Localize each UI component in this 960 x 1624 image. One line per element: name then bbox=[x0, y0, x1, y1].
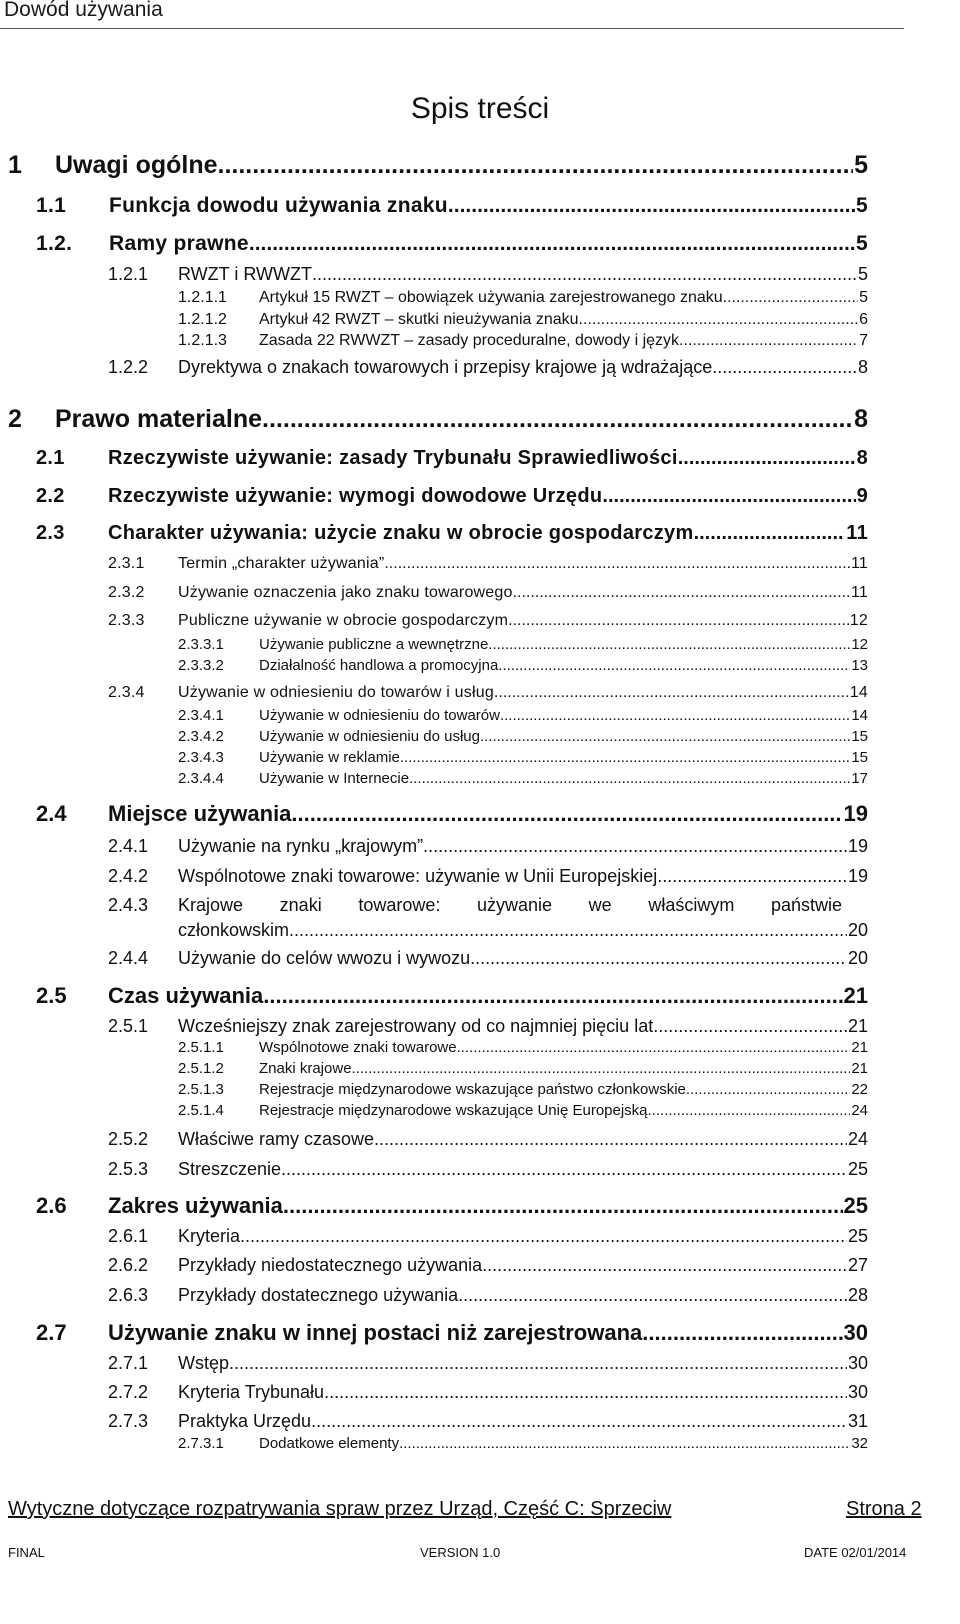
toc-entry-number: 2.3.4.2 bbox=[178, 728, 224, 745]
toc-leader-dots bbox=[229, 1353, 847, 1374]
toc-entry[interactable] bbox=[36, 801, 868, 827]
toc-leader-dots bbox=[488, 636, 850, 653]
toc-entry-number: 2.6.3 bbox=[108, 1285, 149, 1305]
toc-entry-number: 2.3.3.2 bbox=[178, 657, 224, 674]
toc-entry-title: Rzeczywiste używanie: wymogi dowodowe Urzędu bbox=[108, 485, 603, 507]
toc-leader-dots bbox=[400, 749, 850, 766]
toc-entry-number: 2.6.1 bbox=[108, 1226, 149, 1246]
toc-entry[interactable] bbox=[108, 357, 868, 378]
footer-document-title: Wytyczne dotyczące rozpatrywania spraw przez Urząd, Część C: Sprzeciw bbox=[8, 1498, 672, 1520]
toc-leader-dots bbox=[678, 447, 856, 470]
toc-leader-dots bbox=[500, 707, 850, 724]
toc-entry-number: 1.2.1 bbox=[108, 264, 149, 284]
toc-entry-title: RWZT i RWWZT bbox=[178, 264, 312, 284]
toc-leader-dots bbox=[352, 1060, 851, 1077]
toc-entry[interactable] bbox=[108, 1159, 868, 1180]
footer-status: FINAL bbox=[8, 1545, 45, 1560]
toc-entry-title: Właściwe ramy czasowe bbox=[178, 1129, 375, 1149]
toc-entry-title: Wstęp bbox=[178, 1353, 230, 1373]
toc-leader-dots bbox=[218, 151, 854, 180]
toc-leader-dots bbox=[374, 1129, 847, 1150]
toc-entry[interactable] bbox=[178, 707, 868, 724]
toc-entry-page: 21 bbox=[843, 983, 868, 1008]
toc-entry-number: 2 bbox=[8, 405, 22, 433]
toc-entry-title: Używanie w reklamie bbox=[259, 749, 400, 766]
toc-heading: Spis treści bbox=[410, 92, 550, 125]
toc-entry-title: Publiczne używanie w obrocie gospodarczym bbox=[178, 612, 509, 629]
toc-entry-page: 11 bbox=[846, 522, 868, 544]
toc-entry-page: 21 bbox=[851, 1060, 868, 1077]
toc-entry-page: 6 bbox=[859, 311, 868, 328]
toc-entry-title: Czas używania bbox=[108, 983, 264, 1008]
toc-entry-number: 2.5.1.2 bbox=[178, 1060, 224, 1077]
toc-entry-number: 2.7.2 bbox=[108, 1382, 149, 1402]
toc-entry-page: 30 bbox=[847, 1382, 868, 1402]
toc-entry-title: Termin „charakter używania” bbox=[178, 555, 385, 572]
toc-entry-page: 25 bbox=[843, 1193, 868, 1218]
header-divider bbox=[0, 28, 904, 29]
toc-entry-page: 7 bbox=[859, 332, 868, 349]
toc-entry-title: Funkcja dowodu używania znaku bbox=[109, 194, 448, 217]
toc-entry-title: Rzeczywiste używanie: zasady Trybunału Sprawiedliwości bbox=[108, 447, 678, 469]
toc-entry-title-line1: Krajowe znaki towarowe: używanie we właściwym państwie bbox=[178, 895, 842, 915]
toc-entry-title: Artykuł 15 RWZT – obowiązek używania zarejestrowanego znaku bbox=[259, 289, 723, 306]
toc-entry-title: Zakres używania bbox=[108, 1193, 283, 1218]
toc-entry[interactable] bbox=[8, 405, 868, 434]
toc-entry-page: 5 bbox=[859, 289, 868, 306]
toc-entry[interactable] bbox=[108, 1226, 868, 1247]
toc-entry-page: 24 bbox=[851, 1102, 868, 1119]
toc-entry-page: 27 bbox=[847, 1255, 868, 1275]
toc-entry-page: 31 bbox=[847, 1411, 868, 1431]
toc-leader-dots bbox=[480, 728, 850, 745]
toc-entry[interactable] bbox=[108, 264, 868, 285]
toc-entry-page: 20 bbox=[847, 948, 868, 968]
toc-entry-page: 22 bbox=[851, 1081, 868, 1098]
toc-entry[interactable] bbox=[108, 1285, 868, 1306]
toc-entry[interactable] bbox=[36, 522, 868, 545]
toc-entry-page: 11 bbox=[850, 555, 868, 572]
toc-entry[interactable] bbox=[36, 1320, 868, 1346]
toc-leader-dots bbox=[642, 1320, 842, 1346]
toc-entry-number: 1.2.2 bbox=[108, 357, 149, 377]
toc-entry-number: 2.5.1.4 bbox=[178, 1102, 224, 1119]
toc-entry-number: 2.5.1.3 bbox=[178, 1081, 224, 1098]
toc-entry[interactable] bbox=[178, 1060, 868, 1077]
toc-entry-number: 2.3.3.1 bbox=[178, 636, 224, 653]
toc-leader-dots bbox=[240, 1226, 847, 1247]
toc-entry-number: 2.3 bbox=[36, 522, 65, 544]
toc-entry-title: Używanie w odniesieniu do towarów bbox=[259, 707, 500, 724]
toc-entry[interactable] bbox=[108, 1129, 868, 1150]
toc-leader-dots bbox=[602, 485, 855, 508]
toc-leader-dots bbox=[648, 1102, 851, 1119]
toc-leader-dots bbox=[249, 232, 855, 256]
toc-entry-title: Używanie znaku w innej postaci niż zarejestrowana bbox=[108, 1320, 643, 1345]
toc-entry-number: 2.4.2 bbox=[108, 866, 149, 886]
toc-entry-title: Używanie oznaczenia jako znaku towarowego bbox=[178, 584, 513, 601]
toc-entry-page: 30 bbox=[847, 1353, 868, 1373]
toc-entry-title: Znaki krajowe bbox=[259, 1060, 352, 1077]
toc-leader-dots bbox=[494, 684, 849, 702]
toc-entry-title: Miejsce używania bbox=[108, 801, 292, 826]
toc-entry[interactable] bbox=[178, 749, 868, 766]
toc-entry-page: 5 bbox=[856, 232, 868, 255]
toc-entry-title: Wspólnotowe znaki towarowe bbox=[259, 1039, 457, 1056]
toc-entry[interactable] bbox=[36, 232, 868, 256]
toc-entry[interactable] bbox=[108, 948, 868, 969]
toc-entry-number: 1.2.1.3 bbox=[178, 332, 227, 349]
toc-leader-dots bbox=[712, 357, 857, 378]
toc-leader-dots bbox=[657, 866, 847, 887]
toc-leader-dots bbox=[283, 1193, 843, 1219]
toc-entry-number: 2.7 bbox=[36, 1320, 67, 1345]
toc-entry-page: 19 bbox=[847, 866, 868, 886]
toc-leader-dots bbox=[513, 584, 850, 602]
toc-entry-page: 19 bbox=[847, 836, 868, 856]
footer-version: VERSION 1.0 bbox=[420, 1545, 501, 1560]
toc-leader-dots bbox=[324, 1382, 847, 1403]
toc-entry-number: 2.5.3 bbox=[108, 1159, 149, 1179]
toc-entry-page: 8 bbox=[857, 357, 868, 377]
toc-entry-title: Działalność handlowa a promocyjna bbox=[259, 657, 499, 674]
toc-entry-number: 1.1 bbox=[36, 194, 67, 217]
toc-entry-number: 1.2. bbox=[36, 232, 73, 255]
toc-entry-page: 15 bbox=[851, 728, 868, 745]
toc-entry[interactable] bbox=[178, 332, 868, 350]
toc-entry[interactable] bbox=[108, 836, 868, 857]
toc-entry-number: 2.5.1 bbox=[108, 1016, 149, 1036]
toc-entry-number: 2.3.4.4 bbox=[178, 770, 224, 787]
toc-entry[interactable] bbox=[8, 151, 868, 180]
toc-entry-page: 28 bbox=[847, 1285, 868, 1305]
toc-entry-title: Wcześniejszy znak zarejestrowany od co najmniej pięciu lat bbox=[178, 1016, 654, 1036]
toc-leader-dots bbox=[448, 194, 855, 218]
toc-entry-number: 2.3.4 bbox=[108, 684, 145, 701]
toc-entry-number: 2.3.4.3 bbox=[178, 749, 224, 766]
toc-entry-page: 17 bbox=[851, 770, 868, 787]
toc-entry[interactable] bbox=[36, 194, 868, 218]
toc-entry-title: Prawo materialne bbox=[55, 405, 263, 433]
toc-entry[interactable] bbox=[36, 1193, 868, 1219]
toc-entry[interactable] bbox=[36, 447, 868, 470]
toc-entry-title: Używanie w Internecie bbox=[259, 770, 410, 787]
toc-leader-dots bbox=[399, 1435, 850, 1452]
toc-entry-page: 15 bbox=[851, 749, 868, 766]
toc-entry[interactable] bbox=[108, 1255, 868, 1276]
toc-leader-dots bbox=[289, 920, 847, 941]
toc-entry-title: Artykuł 42 RWZT – skutki nieużywania znaku bbox=[259, 311, 579, 328]
toc-entry[interactable] bbox=[108, 684, 868, 702]
toc-entry-number: 2.4.3 bbox=[108, 895, 149, 915]
toc-leader-dots bbox=[291, 801, 842, 827]
toc-entry[interactable] bbox=[108, 1411, 868, 1432]
toc-leader-dots bbox=[679, 332, 858, 350]
toc-leader-dots bbox=[686, 1081, 850, 1098]
toc-entry-number: 2.6 bbox=[36, 1193, 67, 1218]
toc-entry[interactable] bbox=[178, 657, 868, 674]
toc-entry[interactable] bbox=[36, 485, 868, 508]
toc-entry[interactable] bbox=[36, 983, 868, 1009]
toc-entry-page: 11 bbox=[850, 584, 868, 601]
toc-entry-title: Kryteria Trybunału bbox=[178, 1382, 325, 1402]
toc-leader-dots bbox=[458, 1285, 847, 1306]
toc-entry-number: 1.2.1.2 bbox=[178, 311, 227, 328]
toc-leader-dots bbox=[723, 289, 858, 307]
toc-leader-dots bbox=[423, 836, 847, 857]
toc-entry[interactable] bbox=[108, 555, 868, 573]
toc-entry-page: 20 bbox=[847, 920, 868, 940]
toc-entry[interactable] bbox=[178, 636, 868, 653]
toc-leader-dots bbox=[653, 1016, 847, 1037]
toc-entry-page: 8 bbox=[854, 405, 868, 433]
toc-entry-title: Kryteria bbox=[178, 1226, 241, 1246]
toc-entry-title-line2: członkowskim bbox=[178, 920, 290, 940]
toc-entry-title: Używanie w odniesieniu do towarów i usług bbox=[178, 684, 494, 701]
toc-entry-title: Używanie publiczne a wewnętrzne bbox=[259, 636, 489, 653]
toc-entry-page: 32 bbox=[851, 1435, 868, 1452]
toc-entry-page: 8 bbox=[856, 447, 868, 469]
toc-leader-dots bbox=[579, 311, 859, 329]
toc-entry-number: 2.4 bbox=[36, 801, 67, 826]
toc-entry-page: 24 bbox=[847, 1129, 868, 1149]
toc-entry-page: 14 bbox=[849, 684, 868, 701]
toc-leader-dots bbox=[311, 1411, 847, 1432]
toc-entry-page: 14 bbox=[851, 707, 868, 724]
toc-entry-page: 12 bbox=[849, 612, 868, 629]
toc-leader-dots bbox=[281, 1159, 847, 1180]
toc-leader-dots bbox=[498, 657, 850, 674]
toc-entry-page: 21 bbox=[851, 1039, 868, 1056]
toc-leader-dots bbox=[312, 264, 857, 285]
toc-entry[interactable] bbox=[108, 612, 868, 630]
toc-leader-dots bbox=[694, 522, 846, 545]
toc-entry-number: 1.2.1.1 bbox=[178, 289, 227, 306]
toc-entry-page: 13 bbox=[851, 657, 868, 674]
toc-leader-dots bbox=[262, 405, 853, 434]
toc-leader-dots bbox=[457, 1039, 851, 1056]
toc-entry-title: Używanie do celów wwozu i wywozu bbox=[178, 948, 471, 968]
toc-entry-number: 2.3.2 bbox=[108, 584, 145, 601]
toc-entry[interactable] bbox=[108, 1382, 868, 1403]
toc-entry-number: 2.4.1 bbox=[108, 836, 149, 856]
toc-entry-title: Charakter używania: użycie znaku w obrocie gospodarczym bbox=[108, 522, 694, 544]
toc-entry[interactable] bbox=[108, 584, 868, 602]
toc-leader-dots bbox=[508, 612, 849, 630]
toc-entry[interactable] bbox=[178, 1435, 868, 1452]
toc-entry-number: 2.2 bbox=[36, 485, 65, 507]
toc-entry-number: 2.3.1 bbox=[108, 555, 145, 572]
toc-leader-dots bbox=[384, 555, 850, 573]
document-header-title: Dowód używania bbox=[4, 0, 163, 21]
toc-entry[interactable] bbox=[178, 1039, 868, 1056]
toc-entry-page: 5 bbox=[857, 264, 868, 284]
toc-entry[interactable] bbox=[178, 289, 868, 307]
toc-entry[interactable] bbox=[178, 728, 868, 745]
toc-entry-number: 2.3.4.1 bbox=[178, 707, 224, 724]
toc-entry-number: 2.1 bbox=[36, 447, 65, 469]
toc-entry-number: 2.3.3 bbox=[108, 612, 145, 629]
toc-entry[interactable] bbox=[108, 866, 868, 887]
toc-entry-title: Rejestracje międzynarodowe wskazujące państwo członkowskie bbox=[259, 1081, 686, 1098]
toc-entry-title: Używanie na rynku „krajowym” bbox=[178, 836, 424, 856]
toc-entry-number: 2.6.2 bbox=[108, 1255, 149, 1275]
toc-entry-title: Używanie w odniesieniu do usług bbox=[259, 728, 480, 745]
toc-entry-page: 21 bbox=[847, 1016, 868, 1036]
toc-entry[interactable] bbox=[178, 1081, 868, 1098]
toc-entry-title: Wspólnotowe znaki towarowe: używanie w Unii Europejskiej bbox=[178, 866, 658, 886]
toc-entry[interactable] bbox=[178, 770, 868, 787]
toc-leader-dots bbox=[482, 1255, 847, 1276]
toc-entry-number: 2.5 bbox=[36, 983, 67, 1008]
toc-entry-number: 1 bbox=[8, 151, 22, 179]
toc-leader-dots bbox=[470, 948, 847, 969]
toc-entry-title: Ramy prawne bbox=[109, 232, 249, 255]
toc-entry-number: 2.7.3 bbox=[108, 1411, 149, 1431]
toc-entry-title: Dyrektywa o znakach towarowych i przepisy krajowe ją wdrażające bbox=[178, 357, 713, 377]
toc-entry-title: Zasada 22 RWWZT – zasady proceduralne, dowody i język bbox=[259, 332, 680, 349]
toc-entry-title: Przykłady niedostatecznego używania bbox=[178, 1255, 483, 1275]
toc-entry-page: 5 bbox=[856, 194, 868, 217]
toc-entry-title: Streszczenie bbox=[178, 1159, 282, 1179]
toc-entry-page: 5 bbox=[854, 151, 868, 179]
toc-entry-page: 12 bbox=[851, 636, 868, 653]
toc-entry-title: Rejestracje międzynarodowe wskazujące Unię Europejską bbox=[259, 1102, 648, 1119]
toc-leader-dots bbox=[409, 770, 850, 787]
toc-leader-dots bbox=[263, 983, 842, 1009]
toc-entry[interactable] bbox=[108, 1016, 868, 1037]
toc-entry[interactable] bbox=[108, 1353, 868, 1374]
toc-entry-title: Dodatkowe elementy bbox=[259, 1435, 400, 1452]
toc-entry-title: Przykłady dostatecznego używania bbox=[178, 1285, 459, 1305]
toc-entry-page: 25 bbox=[847, 1226, 868, 1246]
toc-entry-number: 2.7.3.1 bbox=[178, 1435, 224, 1452]
toc-entry[interactable] bbox=[178, 311, 868, 329]
footer-page-number: Strona 2 bbox=[846, 1498, 922, 1520]
toc-entry-title: Praktyka Urzędu bbox=[178, 1411, 312, 1431]
toc-entry-page: 25 bbox=[847, 1159, 868, 1179]
toc-entry-title: Uwagi ogólne bbox=[55, 151, 218, 179]
footer-date: DATE 02/01/2014 bbox=[804, 1545, 907, 1560]
toc-entry[interactable] bbox=[178, 1102, 868, 1119]
toc-entry-page: 19 bbox=[843, 801, 868, 826]
toc-entry-number: 2.5.2 bbox=[108, 1129, 149, 1149]
toc-entry[interactable] bbox=[108, 895, 868, 940]
toc-entry-number: 2.4.4 bbox=[108, 948, 149, 968]
toc-entry-number: 2.5.1.1 bbox=[178, 1039, 224, 1056]
toc-entry-page: 9 bbox=[856, 485, 868, 507]
toc-entry-page: 30 bbox=[843, 1320, 868, 1345]
toc-entry-number: 2.7.1 bbox=[108, 1353, 149, 1373]
